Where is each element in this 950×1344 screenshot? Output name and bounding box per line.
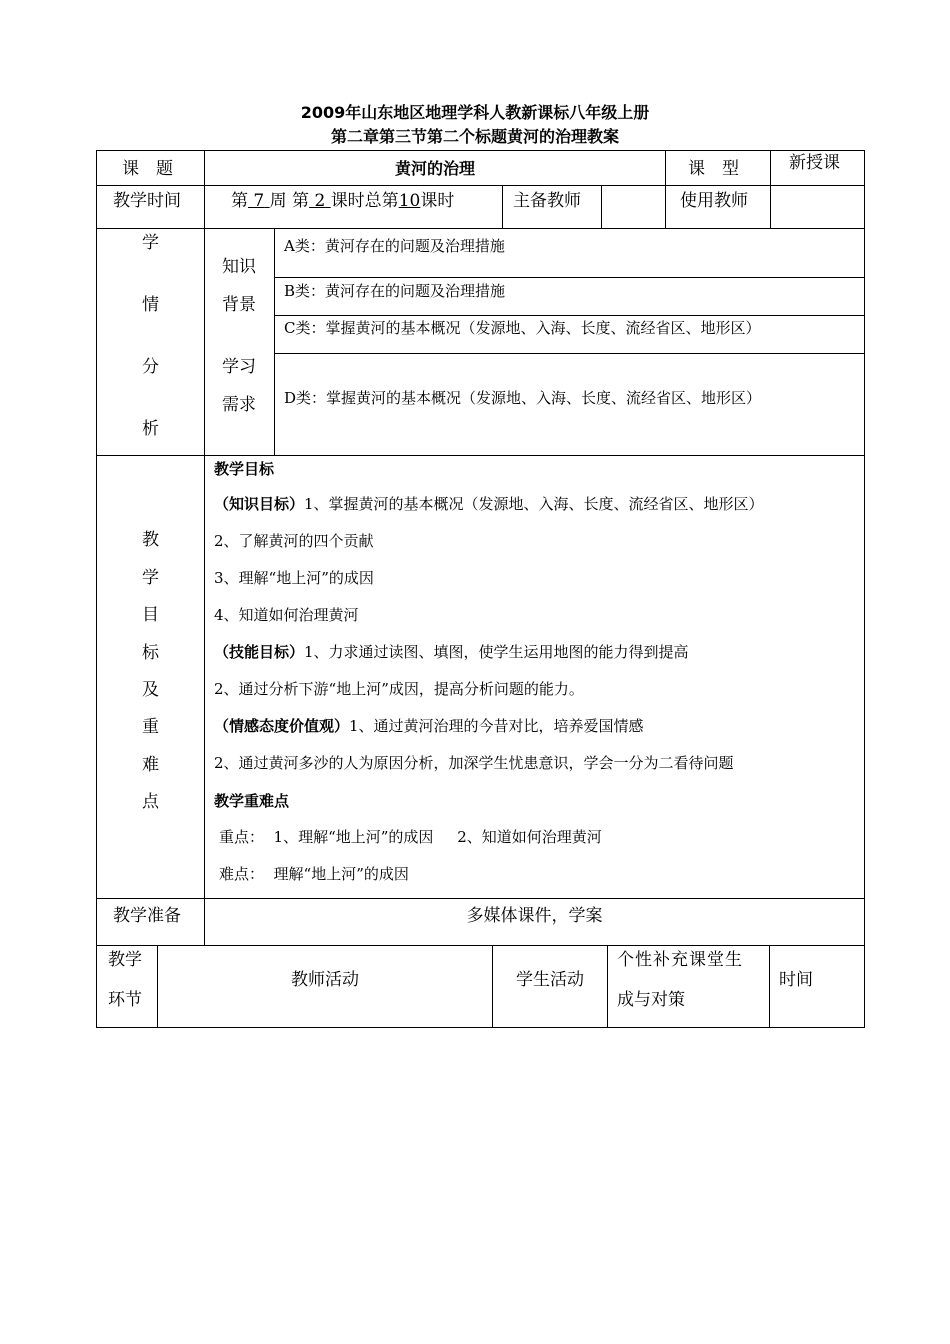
document-title: 2009年山东地区地理学科人教新课标八年级上册 (300, 103, 650, 122)
goals-label-char: 标 (142, 643, 159, 663)
personal-supplement-header: 成与对策 (617, 990, 685, 1010)
teaching-prep-label: 教学准备 (113, 906, 181, 926)
knowledge-goal-2: 2、了解黄河的四个贡献 (214, 532, 374, 550)
main-teacher-label: 主备教师 (513, 191, 581, 211)
learning-needs-label: 学习 (222, 357, 256, 377)
student-activity-header: 学生活动 (516, 970, 584, 990)
row-divider (274, 315, 864, 316)
analysis-label-char: 析 (142, 419, 159, 439)
col-divider (769, 945, 770, 1027)
document-subtitle: 第二章第三节第二个标题黄河的治理教案 (330, 127, 619, 146)
time-text: 周 第 (269, 191, 310, 211)
emotion-goal-tag: （情感态度价值观） (214, 717, 350, 735)
table-border-right (864, 150, 865, 1028)
skill-goal-1: （技能目标）1、力求通过读图、填图，使学生运用地图的能力得到提高 (214, 643, 689, 661)
goals-label-char: 目 (142, 605, 159, 625)
emotion-goal-2: 2、通过黄河多沙的人为原因分析，加深学生忧患意识，学会一分为二看待问题 (214, 754, 734, 772)
time-text: 课时总第 (330, 191, 399, 211)
teaching-step-header: 环节 (108, 990, 142, 1010)
analysis-label-char: 学 (142, 233, 159, 253)
knowledge-goal-1: （知识目标）1、掌握黄河的基本概况（发源地、入海、长度、流经省区、地形区） (214, 495, 764, 513)
table-border-top (96, 150, 865, 151)
goals-label-char: 难 (142, 755, 159, 775)
teaching-time-label: 教学时间 (113, 191, 181, 211)
skill-goal-tag: （技能目标） (214, 643, 305, 661)
key-points: 重点： 1、理解“地上河”的成因 2、知道如何治理黄河 (219, 828, 602, 846)
difficult-points: 难点： 理解“地上河”的成因 (219, 865, 409, 883)
col-divider (274, 228, 275, 455)
row-divider (96, 898, 865, 899)
personal-supplement-header: 个性补充课堂生 (617, 950, 743, 970)
col-divider (770, 185, 771, 228)
ke-ti-label: 课 题 (122, 159, 173, 179)
analysis-label-char: 分 (142, 357, 159, 377)
table-border-left (96, 150, 97, 1028)
goals-label-char: 学 (142, 568, 159, 588)
lesson-number: 2 (314, 191, 326, 211)
goals-label-char: 教 (142, 530, 159, 550)
row-divider (274, 277, 864, 278)
row-divider (96, 228, 865, 229)
table-border-bottom (96, 1027, 865, 1028)
time-text: 课时 (420, 191, 455, 211)
row-divider (96, 185, 865, 186)
row-divider (274, 353, 864, 354)
ke-xing-label: 课 型 (688, 159, 739, 179)
row-divider (96, 945, 865, 946)
total-lesson-number: 10 (398, 191, 421, 211)
time-header: 时间 (779, 970, 813, 990)
knowledge-background-label: 背景 (222, 295, 256, 315)
learning-needs-label: 需求 (222, 395, 256, 415)
emotion-goal-1: （情感态度价值观）1、通过黄河治理的今昔对比，培养爱国情感 (214, 717, 644, 735)
class-d-need: D类：掌握黄河的基本概况（发源地、入海、长度、流经省区、地形区） (284, 389, 762, 407)
row-divider (96, 455, 865, 456)
col-divider (204, 228, 205, 455)
goals-label-char: 重 (142, 717, 159, 737)
time-text: 第 (231, 191, 248, 211)
teaching-time-value (231, 191, 454, 211)
skill-goal-2: 2、通过分析下游“地上河”成因，提高分析问题的能力。 (214, 680, 584, 698)
focus-heading: 教学重难点 (214, 792, 290, 810)
lesson-topic: 黄河的治理 (394, 159, 475, 178)
goals-label-char: 及 (142, 680, 159, 700)
week-number: 7 (253, 191, 265, 211)
teacher-activity-header: 教师活动 (291, 970, 359, 990)
class-b-need: B类：黄河存在的问题及治理措施 (284, 282, 506, 300)
teaching-step-header: 教学 (108, 950, 142, 970)
knowledge-background-label: 知识 (222, 257, 256, 277)
knowledge-goal-3: 3、理解“地上河”的成因 (214, 569, 374, 587)
col-divider (665, 150, 666, 228)
use-teacher-label: 使用教师 (680, 191, 748, 211)
teaching-goals-heading: 教学目标 (214, 460, 275, 478)
col-divider (204, 455, 205, 945)
col-divider (601, 185, 602, 228)
lesson-type-value: 新授课 (789, 153, 840, 173)
class-a-need: A类：黄河存在的问题及治理措施 (284, 237, 505, 255)
knowledge-goal-tag: （知识目标） (214, 495, 305, 513)
col-divider (502, 185, 503, 228)
col-divider (607, 945, 608, 1027)
teaching-prep-value: 多媒体课件，学案 (466, 906, 603, 926)
goals-label-char: 点 (142, 792, 159, 812)
col-divider (770, 150, 771, 185)
analysis-label-char: 情 (142, 295, 159, 315)
class-c-need: C类：掌握黄河的基本概况（发源地、入海、长度、流经省区、地形区） (284, 319, 761, 337)
knowledge-goal-4: 4、知道如何治理黄河 (214, 606, 359, 624)
